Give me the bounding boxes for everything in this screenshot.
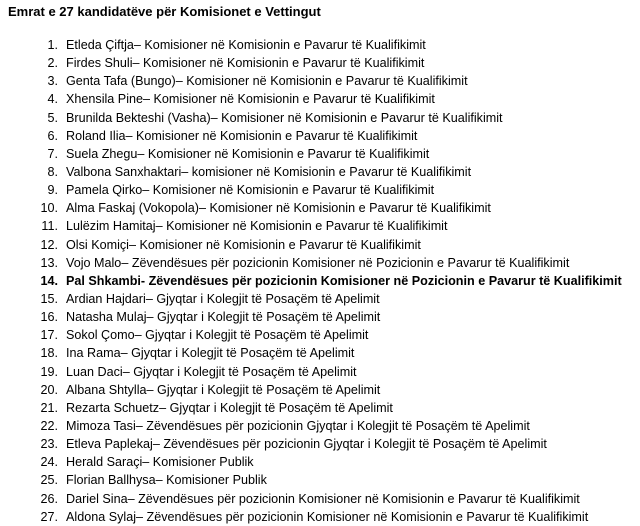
list-item-text	[66, 145, 429, 163]
list-item	[0, 381, 640, 399]
list-item-text	[66, 236, 421, 254]
candidate-role: – Komisioner në Komisionin e Pavarur të Kualifikimit	[142, 183, 435, 198]
candidate-role: – Gjyqtar i Kolegjit të Posaçëm të Apelimit	[120, 346, 355, 361]
list-item	[0, 417, 640, 435]
list-item-number: 17.	[40, 328, 58, 343]
list-item-number: 15.	[40, 291, 58, 306]
list-item	[0, 453, 640, 471]
candidate-role: – Gjyqtar i Kolegjit të Posaçëm të Apelimit	[145, 291, 380, 306]
list-item-text	[66, 54, 424, 72]
list-item	[0, 236, 640, 254]
list-item-number: 11.	[41, 219, 58, 234]
candidate-role: – Zëvendësues për pozicionin Komisioner në Komisionin e Pavarur të Kualifikimit	[127, 491, 580, 506]
list-item-text	[66, 90, 435, 108]
candidate-name: Xhensila Pine	[66, 92, 144, 107]
list-item	[0, 199, 640, 217]
list-item	[0, 435, 640, 453]
candidate-role: – Komisioner në Komisionin e Pavarur të Kualifikimit	[133, 38, 426, 52]
candidate-role: – Komisioner Publik	[142, 455, 254, 470]
list-item-number: 3.	[47, 74, 58, 89]
list-item	[0, 490, 640, 508]
list-item-text	[66, 217, 447, 235]
candidate-name: Ina Rama	[66, 346, 121, 361]
list-item	[0, 163, 640, 181]
candidate-role: - Zëvendësues për pozicionin Komisioner në Pozicionin e Pavarur të Kualifikimit	[140, 273, 622, 288]
candidate-role: – Komisioner Publik	[155, 473, 267, 488]
list-item	[0, 290, 640, 308]
list-item	[0, 399, 640, 417]
candidate-role: – Komisioner në Komisionin e Pavarur të Kualifikimit	[143, 92, 435, 107]
candidate-role: – Zëvendësues për pozicionin Gjyqtar i Kolegjit të Posaçëm të Apelimit	[152, 437, 547, 452]
candidate-role: – Zëvendësues për pozicionin Gjyqtar i Kolegjit të Posaçëm të Apelimit	[135, 418, 530, 433]
list-item	[0, 181, 640, 199]
list-item-number: 12.	[40, 237, 58, 252]
list-item-text	[66, 163, 471, 181]
candidate-name: Pamela Qirko	[66, 183, 143, 198]
candidate-role: – Komisioner në Komisionin e Pavarur të Kualifikimit	[199, 201, 491, 216]
list-item-number: 4.	[47, 92, 58, 107]
list-item	[0, 36, 640, 54]
list-item-number: 2.	[47, 56, 58, 71]
list-item-number: 27.	[40, 509, 58, 524]
list-item-number: 18.	[40, 346, 58, 361]
candidate-name: Genta Tafa (Bungo)	[66, 74, 176, 89]
list-item-number: 7.	[47, 146, 58, 161]
list-item-number: 13.	[40, 255, 58, 270]
list-item	[0, 217, 640, 235]
list-item	[0, 326, 640, 344]
list-item-text	[66, 308, 380, 326]
candidate-name: Aldona Sylaj	[66, 509, 137, 524]
candidate-role: – Gjyqtar i Kolegjit të Posaçëm të Apelimit	[146, 382, 381, 397]
list-item-text	[66, 399, 393, 417]
list-item-text	[66, 127, 417, 145]
candidate-name: Brunilda Bekteshi (Vasha)	[66, 110, 211, 125]
candidate-name: Sokol Çomo	[66, 328, 135, 343]
candidate-name: Ardian Hajdari	[66, 291, 146, 306]
candidate-name: Firdes Shuli	[66, 56, 133, 71]
list-item	[0, 254, 640, 272]
list-item-text	[66, 272, 622, 290]
list-item-number: 23.	[40, 437, 58, 452]
list-item-number: 22.	[40, 418, 58, 433]
candidate-role: – komisioner në Komisionin e Pavarur të Kualifikimit	[181, 164, 472, 179]
list-item-text	[66, 435, 547, 453]
list-item-number: 8.	[47, 164, 58, 179]
candidate-role: – Komisioner në Komisionin e Pavarur të Kualifikimit	[155, 219, 448, 234]
list-item	[0, 109, 640, 127]
candidate-list	[0, 36, 640, 526]
list-item-number: 14.	[40, 273, 58, 288]
list-item	[0, 308, 640, 326]
list-item	[0, 344, 640, 362]
list-item-number: 16.	[40, 310, 58, 325]
list-item-text	[66, 181, 434, 199]
list-item-text	[66, 109, 503, 127]
list-item-number: 9.	[47, 183, 58, 198]
candidate-name: Natasha Mulaj	[66, 310, 147, 325]
list-item	[0, 471, 640, 489]
list-item	[0, 145, 640, 163]
list-item	[0, 508, 640, 526]
candidate-role: – Komisioner në Komisionin e Pavarur të Kualifikimit	[132, 56, 425, 71]
candidate-name: Vojo Malo	[66, 255, 122, 270]
list-item-number: 6.	[47, 128, 58, 143]
list-item-text	[66, 471, 267, 489]
list-item-text	[66, 381, 380, 399]
list-item-number: 24.	[40, 455, 58, 470]
candidate-name: Etleva Paplekaj	[66, 437, 153, 452]
list-item	[0, 272, 640, 290]
list-item-number: 25.	[40, 473, 58, 488]
list-item-number: 26.	[40, 491, 58, 506]
candidate-name: Mimoza Tasi	[66, 418, 136, 433]
list-item	[0, 127, 640, 145]
candidate-name: Albana Shtylla	[66, 382, 147, 397]
candidate-role: – Komisioner në Komisionin e Pavarur të Kualifikimit	[137, 146, 430, 161]
candidate-name: Suela Zhegu	[66, 146, 138, 161]
list-item-number: 19.	[40, 364, 58, 379]
list-item-text	[66, 363, 357, 381]
candidate-name: Luan Daci	[66, 364, 123, 379]
candidate-role: – Gjyqtar i Kolegjit të Posaçëm të Apelimit	[159, 400, 393, 415]
list-item-text	[66, 417, 530, 435]
candidate-name: Rezarta Schuetz	[66, 400, 160, 415]
candidate-name: Dariel Sina	[66, 491, 128, 506]
candidate-role: – Komisioner në Komisionin e Pavarur të Kualifikimit	[128, 237, 421, 252]
candidate-role: – Komisioner në Komisionin e Pavarur të Kualifikimit	[175, 74, 468, 89]
list-item-text	[66, 199, 491, 217]
candidate-name: Roland Ilia	[66, 128, 126, 143]
list-item-number: 21.	[40, 400, 58, 415]
list-item-number: 1.	[47, 38, 58, 52]
candidate-role: – Gjyqtar i Kolegjit të Posaçëm të Apelimit	[122, 364, 357, 379]
list-item-number: 20.	[40, 382, 58, 397]
candidate-role: – Zëvendësues për pozicionin Komisioner në Pozicionin e Pavarur të Kualifikimit	[121, 255, 570, 270]
candidate-role: – Komisioner në Komisionin e Pavarur të Kualifikimit	[125, 128, 418, 143]
list-item-text	[66, 453, 254, 471]
candidate-role: – Gjyqtar i Kolegjit të Posaçëm të Apelimit	[146, 310, 381, 325]
candidate-name: Olsi Komiçi	[66, 237, 129, 252]
list-item	[0, 72, 640, 90]
document-title: Emrat e 27 kandidatëve për Komisionet e Vettingut	[8, 4, 321, 19]
candidate-name: Alma Faskaj (Vokopola)	[66, 201, 199, 216]
list-item-text	[66, 490, 580, 508]
list-item-text	[66, 344, 354, 362]
list-item	[0, 54, 640, 72]
candidate-name: Etleda Çiftja	[66, 38, 134, 52]
candidate-role: – Zëvendësues për pozicionin Komisioner në Komisionin e Pavarur të Kualifikimit	[136, 509, 589, 524]
candidate-name: Lulëzim Hamitaj	[66, 219, 156, 234]
list-item-number: 10.	[40, 201, 58, 216]
list-item-text	[66, 36, 426, 54]
list-item-text	[66, 72, 468, 90]
candidate-name: Herald Saraçi	[66, 455, 143, 470]
candidate-name: Pal Shkambi	[66, 273, 141, 288]
list-item	[0, 363, 640, 381]
candidate-role: – Gjyqtar i Kolegjit të Posaçëm të Apelimit	[134, 328, 369, 343]
list-item-number: 5.	[47, 110, 58, 125]
candidate-role: – Komisioner në Komisionin e Pavarur të Kualifikimit	[210, 110, 503, 125]
list-item-text	[66, 290, 380, 308]
candidate-name: Florian Ballhysa	[66, 473, 156, 488]
candidate-name: Valbona Sanxhaktari	[66, 164, 182, 179]
list-item-text	[66, 326, 368, 344]
list-item	[0, 90, 640, 108]
list-item-text	[66, 508, 588, 526]
list-item-text	[66, 254, 569, 272]
